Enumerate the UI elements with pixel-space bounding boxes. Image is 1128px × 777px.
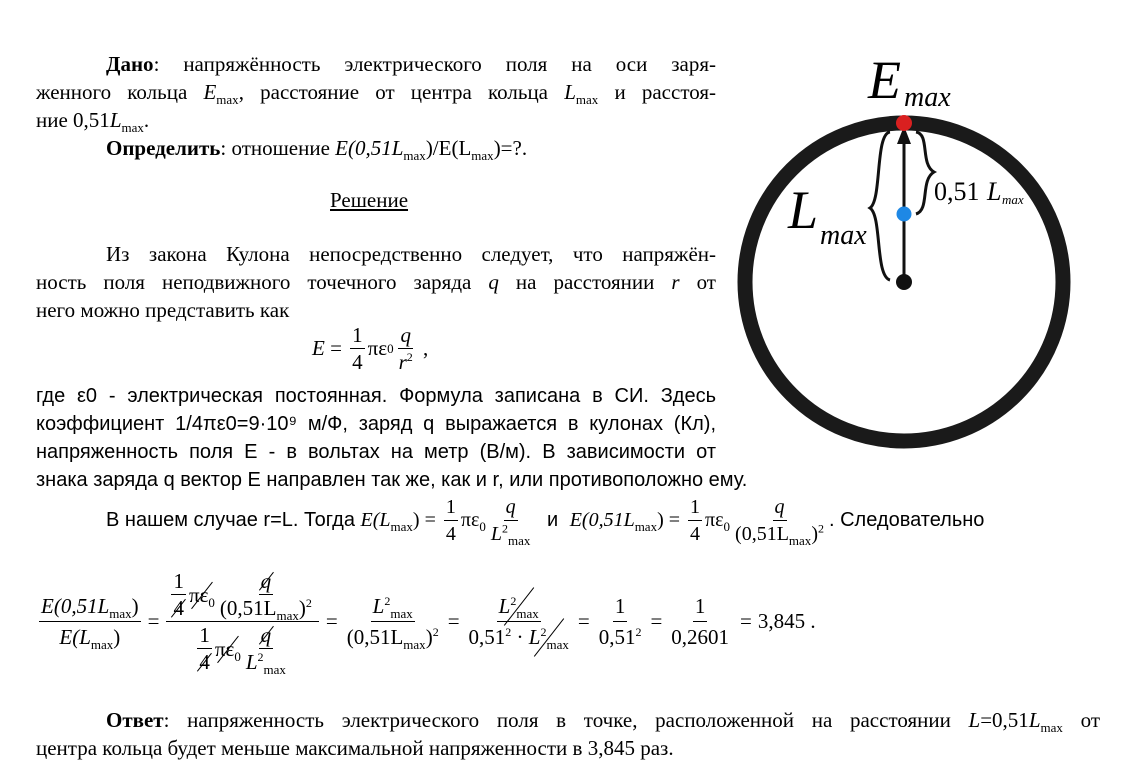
- chain-frac4: [467, 591, 571, 652]
- cmp-l-bot: L: [245, 650, 258, 674]
- coulomb-line3: него можно представить как: [36, 298, 290, 322]
- f4-sq-bot: 2: [540, 625, 547, 639]
- given-e-sub: max: [216, 92, 239, 108]
- small-l: L: [987, 177, 1002, 206]
- chain-frac5: [597, 591, 644, 652]
- case-zero1: 0: [479, 519, 486, 534]
- case-frac2: [688, 494, 702, 547]
- chain-frac3: [345, 591, 441, 652]
- case-e2: E(0,51L: [569, 509, 635, 531]
- f1-lhs: E: [312, 336, 325, 360]
- si-line4: знака заряда q вектор E направлен так же, как и r, или противоположно ему.: [36, 469, 748, 491]
- coulomb-r: r: [671, 270, 680, 294]
- given-line2c: и расстоя-: [598, 80, 716, 104]
- cmp-den-top-sub: max: [276, 608, 299, 624]
- f6-den: 0,2601: [671, 625, 730, 649]
- f4-sub-bot: max: [546, 637, 569, 653]
- f3-sq: 2: [384, 594, 391, 608]
- chain-lhs: [39, 591, 141, 652]
- cmp-q-bot: q: [260, 623, 272, 647]
- lmax-label: L: [788, 180, 819, 240]
- lmax-brace: [870, 132, 890, 280]
- f5-one: 1: [613, 591, 628, 622]
- answer-line1c: =0,51: [980, 708, 1029, 732]
- f1-comma: ,: [417, 336, 429, 360]
- lmax-sub: max: [820, 220, 867, 251]
- answer-sub: max: [1040, 720, 1063, 736]
- f3-den-sub: max: [403, 637, 426, 653]
- case-frac-q1: $\frac{q}{L^2_{max}}$: [490, 496, 531, 548]
- f4-sq-top: 2: [510, 594, 517, 608]
- find-mid: )/E(L: [425, 136, 472, 160]
- chain-eq3: =: [447, 609, 460, 633]
- f4-l-top: L: [498, 594, 511, 618]
- given-line2b: , расстояние от центра кольца: [238, 80, 565, 104]
- chain-eq6: =: [740, 609, 752, 633]
- f1-four: 4: [352, 350, 363, 374]
- cmp-pieps-top: πε: [188, 582, 209, 607]
- answer-line1e: от: [1062, 708, 1100, 732]
- cmp-den-top: (0,51L: [219, 596, 277, 620]
- given-l-sub: max: [575, 92, 599, 108]
- emax-label: E: [868, 50, 901, 110]
- emax-sub: max: [904, 82, 951, 113]
- f5-den: 0,51: [598, 625, 636, 649]
- given-label: Дано: [106, 52, 154, 76]
- given-line2a: женного кольца: [36, 80, 204, 104]
- answer-line2: центра кольца будет меньше максимальной напряженности в 3,845 раз.: [36, 736, 674, 760]
- emax-point-dot: [896, 115, 912, 131]
- coulomb-line2a: ность поля неподвижного точечного заряда: [36, 270, 489, 294]
- si-paragraph: [36, 382, 748, 494]
- cmp-l-bot-sub: max: [263, 662, 286, 678]
- chain-lhs-paren1: ): [131, 594, 139, 618]
- f4-sub-top: max: [516, 606, 539, 622]
- case-close2: ) =: [657, 509, 686, 531]
- f3-l-sub: max: [390, 606, 413, 622]
- case-den2-sub: max: [788, 533, 812, 548]
- si-line3: напряженность поля E - в вольтах на метр (В/м). В зависимости от: [36, 441, 716, 463]
- f3-paren: ): [425, 625, 433, 649]
- case-one2: 1: [688, 494, 702, 521]
- chain-frac6: [669, 591, 731, 652]
- small-label: 0,51: [934, 177, 980, 206]
- case-four2: 4: [690, 523, 701, 545]
- case-q2: q: [773, 494, 787, 521]
- f1-two: 2: [406, 350, 413, 364]
- f4-coef-sq: 2: [505, 625, 512, 639]
- case-text2: . Следовательно: [828, 509, 985, 531]
- case-and: и: [541, 509, 564, 531]
- case-e1: E(L: [360, 509, 391, 531]
- f1-r: r: [398, 350, 407, 374]
- answer-label: Ответ: [106, 708, 164, 732]
- coulomb-paragraph: [36, 240, 716, 324]
- center-dot: [896, 274, 912, 290]
- cmp-pieps-bot: πε: [214, 636, 235, 661]
- case-four1: 4: [445, 523, 456, 545]
- solution-heading: Решение: [330, 188, 409, 212]
- f5-sq: 2: [635, 625, 642, 639]
- chain-eq4: =: [577, 609, 590, 633]
- chain-result: 3,845 .: [757, 609, 816, 633]
- cmp-four-bot: 4: [199, 650, 210, 674]
- si-line2: коэффициент 1/4πε0=9·10⁹ м/Ф, заряд q выражается в кулонах (Кл),: [36, 413, 716, 435]
- cmp-zero-top: 0: [208, 594, 215, 610]
- cmp-one-bot: 1: [199, 623, 210, 647]
- chain-lhs-paren2: ): [113, 625, 121, 649]
- given-e: E: [203, 80, 217, 104]
- given-l2: L: [109, 108, 122, 132]
- case-pieps1: πε: [460, 509, 480, 531]
- case-zero2: 0: [723, 519, 731, 534]
- case-e1-sub: max: [390, 519, 413, 534]
- ratio-chain: [36, 568, 816, 678]
- coulomb-q: q: [488, 270, 499, 294]
- given-l: L: [564, 80, 576, 104]
- case-frac-q2: $\frac{q}{(0,51L_{max})^2}$: [735, 496, 824, 548]
- case-den2: (0,51L: [735, 523, 789, 545]
- case-pieps2: πε: [705, 509, 724, 531]
- si-line1: где ε0 - электрическая постоянная. Формула записана в СИ. Здесь: [36, 385, 716, 407]
- f4-l-bot: L: [528, 625, 541, 649]
- find-expr: E(0,51L: [335, 136, 404, 160]
- find-sub1: max: [403, 148, 426, 164]
- answer-l: L: [968, 708, 981, 732]
- answer-paragraph: [36, 706, 1100, 762]
- case-q1: q: [504, 494, 518, 521]
- f1-eq: =: [324, 336, 348, 360]
- f3-l: L: [372, 594, 385, 618]
- f4-coef: 0,51: [468, 625, 506, 649]
- coulomb-line2b: на расстоянии: [498, 270, 672, 294]
- chain-eq2: =: [325, 609, 338, 633]
- case-one1: 1: [444, 494, 458, 521]
- coulomb-line2c: от: [679, 270, 716, 294]
- small-sub: max: [1002, 192, 1024, 207]
- coulomb-formula: E = $\frac{1}{4}$ πε 0 $\frac{q}{r^2}$ ,: [312, 323, 429, 374]
- chain-lhs-num-sub: max: [109, 606, 132, 622]
- case-frac1: [444, 494, 458, 547]
- chain-lhs-den-sub: max: [90, 637, 114, 653]
- chain-lhs-num: E(0,51L: [41, 594, 110, 618]
- f4-dot: ·: [511, 625, 529, 649]
- given-paragraph: Дано: напряжённость электрического поля на оси заря- женного кольца $E_{max}$, расстояние от центра кольца $L_{max}$ и расстоя- ние $0,51L_{max}$. Определить: отношение $E(0,51L_{max})/E(L_{max})=$?.: [36, 52, 716, 164]
- case-l1-sub: max: [508, 533, 531, 548]
- small-brace: [916, 132, 934, 214]
- cmp-one-top: 1: [173, 569, 184, 593]
- answer-line1a: : напряженность электрического поля в точке, расположенной на расстоянии: [163, 708, 969, 732]
- given-line3a: ние 0,51: [36, 108, 110, 132]
- find-label: Определить: [106, 136, 221, 160]
- f1-q: q: [400, 323, 411, 347]
- cmp-q-top: q: [260, 569, 272, 593]
- chain-lhs-den: E(L: [59, 625, 91, 649]
- ring-diagram: [730, 40, 1100, 460]
- given-l2-sub: max: [121, 120, 144, 136]
- case-e2-sub: max: [634, 519, 658, 534]
- case-den2-end: ): [811, 523, 818, 545]
- chain-eq5: =: [650, 609, 663, 633]
- half-point-dot: [897, 207, 912, 222]
- coulomb-line1: Из закона Кулона непосредственно следует, что напряжён-: [106, 242, 716, 266]
- answer-l2: L: [1028, 708, 1041, 732]
- f6-one: 1: [693, 591, 708, 622]
- find-end: )=?.: [493, 136, 528, 160]
- cmp-sq-bot: 2: [257, 650, 264, 664]
- f1-frac-qr: [397, 322, 415, 375]
- case-close1: ) =: [412, 509, 441, 531]
- cmp-paren-top: ): [298, 596, 306, 620]
- chain-eq1: =: [147, 609, 160, 633]
- cmp-zero-bot: 0: [234, 648, 241, 664]
- cmp-sq-top: 2: [305, 596, 312, 610]
- f3-den: (0,51L: [346, 625, 404, 649]
- given-line1: : напряжённость электрического поля на оси заря-: [153, 52, 716, 76]
- cmp-four-top: 4: [173, 596, 184, 620]
- f1-pieps: πε: [367, 336, 388, 360]
- chain-compound: [166, 568, 318, 678]
- f3-den-sq: 2: [432, 625, 439, 639]
- f1-one: 1: [352, 323, 363, 347]
- case-line: [106, 494, 984, 547]
- case-l1: L: [490, 523, 502, 545]
- find-sub2: max: [471, 148, 494, 164]
- case-text1: В нашем случае r=L. Тогда: [106, 509, 361, 531]
- f1-frac-coef: [350, 322, 365, 375]
- find-text: : отношение: [220, 136, 336, 160]
